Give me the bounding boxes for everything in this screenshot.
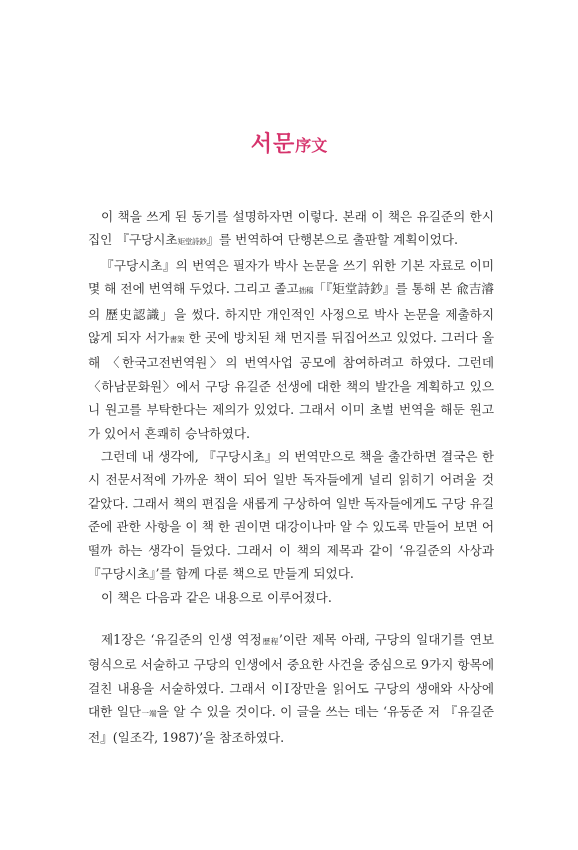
- hanja-annotation: 一端: [141, 709, 157, 719]
- page-title: [0, 127, 578, 158]
- hanja-annotation: 書架: [169, 335, 185, 345]
- paragraph-1: [88, 205, 494, 254]
- paragraph-5-text-b: ’이란 제목 아래, 구당의 일대기를 연보 형식으로 서술하고 구당의 인생에서 중요한 사건을 중심으로 9가지 항목에 걸친 내용을 서술하였다. 그래서 이Ⅰ장만을 읽어도 구당의 생애와 사상에 대한 일단: [88, 632, 494, 720]
- paragraph-3: 그런데 내 생각에, 『구당시초』의 번역만으로 책을 출간하면 결국은 한시 전문서적에 가까운 책이 되어 일반 독자들에게 널리 읽히기 어려울 것 같았다. 그래서 책의 편집을 새롭게 구상하여 일반 독자들에게도 구당 유길준에 관한 사항을 이 책 한 권이면 대강이나마 알 수 있도록 만들어 보면 어떨까 하는 생각이 들었다. 그래서 이 책의 제목과 같이 ‘유길준의 사상과 『구당시초』’를 함께 다룬 책으로 만들게 되었다.: [88, 449, 494, 582]
- paragraph-5-text-c: 을 알 수 있을 것이다. 이 글을 쓰는 데는 ‘유동준 저 『유길준 전』(일조각, 1987)’을 참조하였다.: [88, 704, 495, 745]
- title-hanja: 序文: [295, 136, 328, 155]
- title-hangul: 서문: [250, 132, 296, 157]
- hanja-annotation: 歷程: [261, 637, 279, 646]
- preface-body: [88, 205, 494, 609]
- paragraph-5-text-a: 제1장은 ‘유길준의 인생 역정: [101, 632, 262, 647]
- hanja-annotation: 矩堂詩鈔: [177, 237, 207, 247]
- preface-body-continued: [88, 628, 494, 749]
- hanja-annotation: 拙稿: [298, 286, 314, 296]
- paragraph-4: 이 책은 다음과 같은 내용으로 이루어졌다.: [101, 589, 332, 605]
- paragraph-1-text-b: 』를 번역하여 단행본으로 출판할 계획이었다.: [206, 232, 458, 248]
- paragraph-2-text-a: 『구당시초』의 번역은 필자가 박사 논문을 쓰기 위한 기본 자료로 이미 몇 해 전에 번역해 두었다. 그리고 졸고: [88, 257, 494, 297]
- paragraph-2-text-c: 한 곳에 방치된 채 먼지를 뒤집어쓰고 있었다. 그러다 올해 〈한국고전번역원〉의 번역사업 공모에 참여하려고 하였다. 그런데 〈하남문화원〉에서 구당 유길준 선생에 대한 책의 발간을 계획하고 있으니 원고를 부탁한다는 제의가 있었다. 그래서 이미 초벌 번역을 해둔 원고가 있어서 흔쾌히 승낙하였다.: [88, 330, 494, 441]
- paragraph-1-text-a: 이 책을 쓰게 된 동기를 설명하자면 이렇다. 본래 이 책은 유길준의 한시집인 『구당시초: [88, 209, 494, 248]
- paragraph-2: [88, 254, 494, 445]
- paragraph-2-text-b: 「『矩堂詩鈔』를 통해 본 兪吉濬의 歷史認識」을 썼다. 하지만 개인적인 사정으로 박사 논문을 제출하지 않게 되자 서가: [88, 281, 494, 346]
- paragraph-5: [88, 628, 494, 749]
